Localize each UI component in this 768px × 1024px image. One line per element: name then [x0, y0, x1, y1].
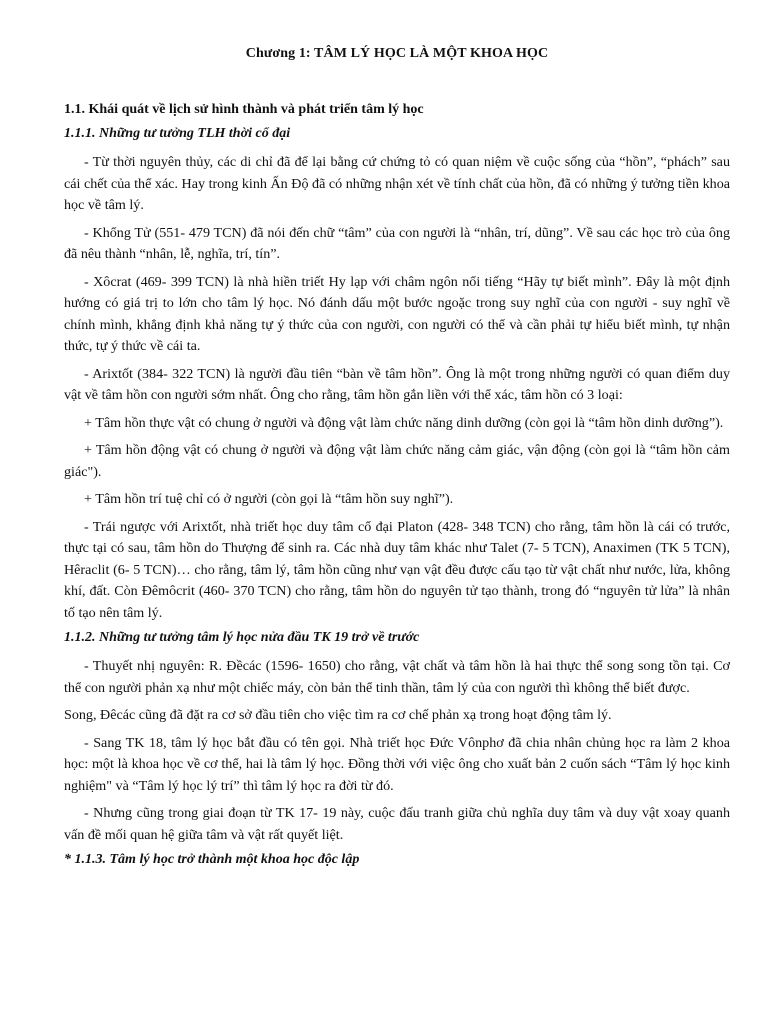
paragraph: - Khổng Tử (551- 479 TCN) đã nói đến chữ “tâm” của con người là “nhân, trí, dũng”. Về sau các học trò của ông đã nêu thành “nhân, lễ, nghĩa, trí, tín”.	[64, 224, 730, 262]
paragraph: - Nhưng cũng trong giai đoạn từ TK 17- 19 này, cuộc đấu tranh giữa chủ nghĩa duy tâm và duy vật xoay quanh vấn đề mối quan hệ giữa tâm và vật rất quyết liệt.	[64, 805, 730, 843]
paragraph: Song, Đêcác cũng đã đặt ra cơ sở đầu tiên cho việc tìm ra cơ chế phản xạ trong hoạt động tâm lý.	[64, 707, 612, 723]
subsection-heading-2: 1.1.2. Những tư tưởng tâm lý học nửa đầu TK 19 trở về trước	[64, 630, 420, 645]
paragraph: - Trái ngược với Arixtốt, nhà triết học duy tâm cổ đại Platon (428- 348 TCN) cho rằng, tâm hồn là cái có trước, thực tại có sau, tâm hồn do Thượng để sinh ra. Các nhà duy tâm khác như Talet (7- 5 TCN), Anaximen (TK 5 TCN), Hêraclit (6- 5 TCN)… cho rằng, tâm lý, tâm hồn cũng như vạn vật đều được cấu tạo từ vật chất như nước, lửa, không khí, đất. Còn Đêmôcrit (460- 370 TCN) cho rằng, tâm hồn do nguyên tử tạo thành, trong đó “nguyên tử lửa” là nhân tố tạo nên tâm lý.	[64, 518, 730, 621]
paragraph: - Arixtốt (384- 322 TCN) là người đầu tiên “bàn về tâm hồn”. Ông là một trong những người có quan điểm duy vật về tâm hồn con người sớm nhất. Ông cho rằng, tâm hồn gắn liền với thể xác, tâm hồn có 3 loại:	[64, 365, 730, 403]
paragraph: - Thuyết nhị nguyên: R. Đềcác (1596- 1650) cho rằng, vật chất và tâm hồn là hai thực thể song song tồn tại. Cơ thể con người phản xạ như một chiếc máy, còn bản thể tinh thần, tâm lý của con người thì không thể biết được.	[64, 658, 730, 696]
section-heading: 1.1. Khái quát về lịch sử hình thành và phát triển tâm lý học	[64, 102, 424, 117]
paragraph: - Sang TK 18, tâm lý học bắt đầu có tên gọi. Nhà triết học Đức Vônphơ đã chia nhân chủng học ra làm 2 khoa học: một là khoa học về cơ thể, hai là tâm lý học. Đồng thời với việc ông cho xuất bản 2 cuốn sách “Tâm lý học kinh nghiệm" và “Tâm lý học lý trí” thì tâm lý học ra đời từ đó.	[64, 734, 730, 794]
paragraph: + Tâm hồn động vật có chung ở người và động vật làm chức năng cảm giác, vận động (còn gọi là “tâm hồn cảm giác").	[64, 442, 730, 480]
subsection-heading-1: 1.1.1. Những tư tưởng TLH thời cổ đại	[64, 126, 291, 141]
document-content	[64, 46, 730, 878]
paragraph: + Tâm hồn trí tuệ chỉ có ở người (còn gọi là “tâm hồn suy nghĩ”).	[84, 491, 454, 507]
subsection-heading-3: * 1.1.3. Tâm lý học trở thành một khoa học độc lập	[64, 852, 360, 867]
paragraph: - Xôcrat (469- 399 TCN) là nhà hiền triết Hy lạp với châm ngôn nổi tiếng “Hãy tự biết mình”. Đây là một định hướng có giá trị to lớn cho tâm lý học. Nó đánh dấu một bước ngoặc trong suy nghĩ của con người - suy nghĩ về chính mình, khẳng định khả năng tự ý thức của con người, con người có thể và cần phải tự hiểu biết mình, tự nhận thức, tự ý thức về cái ta.	[64, 273, 730, 354]
paragraph: - Từ thời nguyên thủy, các di chỉ đã để lại bằng cứ chứng tỏ có quan niệm về cuộc sống của “hồn”, “phách” sau cái chết của thể xác. Hay trong kinh Ấn Độ đã có những nhận xét về tính chất của hồn, đã có những ý tưởng tiền khoa học về tâm lý.	[64, 154, 730, 213]
chapter-title: Chương 1: TÂM LÝ HỌC LÀ MỘT KHOA HỌC	[245, 46, 549, 61]
paragraph: + Tâm hồn thực vật có chung ở người và động vật làm chức năng dinh dưỡng (còn gọi là “tâm hồn dinh dưỡng”).	[84, 414, 724, 431]
